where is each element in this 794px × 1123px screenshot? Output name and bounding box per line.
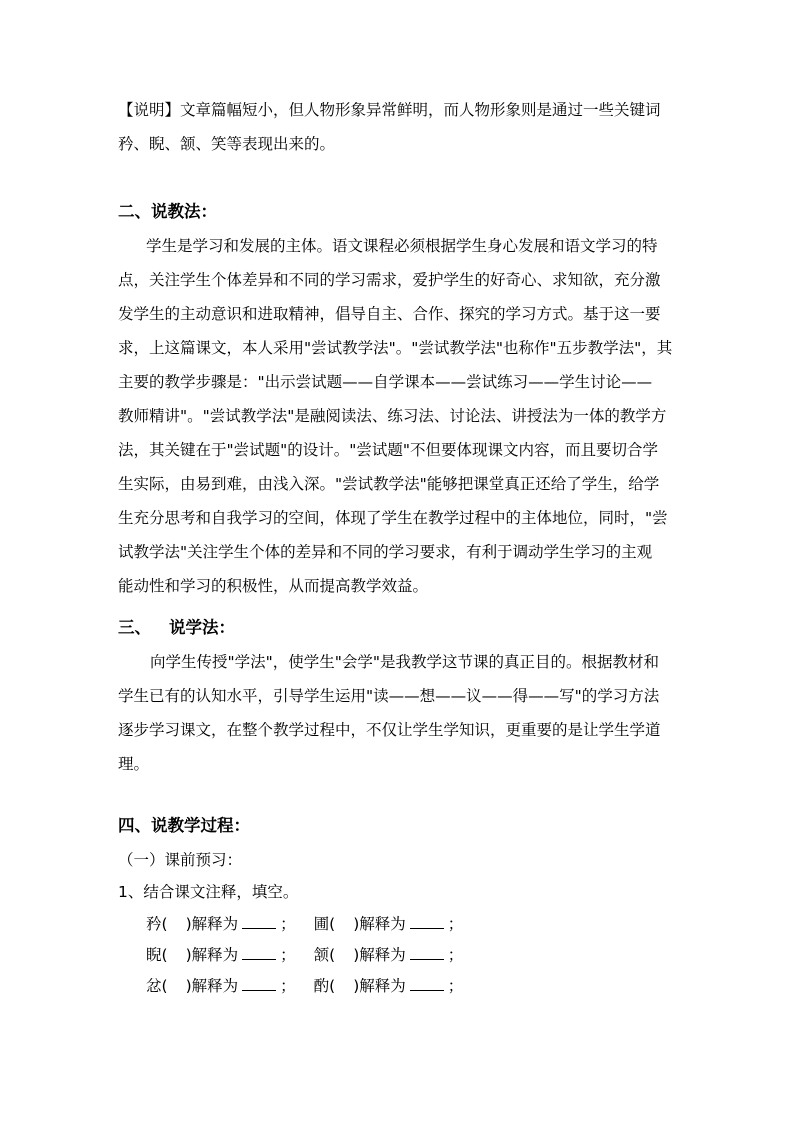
fill-blank-item — [146, 914, 296, 934]
explain-label: )解释为 — [185, 946, 239, 964]
explain-label: )解释为 — [185, 915, 239, 933]
semicolon: ； — [447, 915, 464, 933]
answer-blank[interactable] — [410, 915, 444, 929]
answer-blank[interactable] — [242, 977, 276, 991]
section-2-line: 能动性和学习的积极性，从而提高教学效益。 — [118, 577, 429, 595]
target-char: 圃( — [313, 915, 336, 933]
section-3-line: 理。 — [118, 755, 150, 773]
section-3-line: 逐步学习课文，在整个教学过程中，不仅让学生学知识，更重要的是让学生学道 — [118, 721, 661, 739]
explain-label: )解释为 — [353, 977, 406, 995]
section-2-line: 教师精讲"。"尝试教学法"是融阅读法、练习法、讨论法、讲授法为一体的教学方 — [118, 407, 667, 425]
section-2-line: 法，其关键在于"尝试题"的设计。"尝试题"不但要体现课文内容，而且要切合学 — [118, 441, 659, 459]
section-2-line: 点，关注学生个体差异和不同的学习需求，爱护学生的好奇心、求知欲，充分激 — [118, 271, 661, 289]
explain-label: )解释为 — [185, 977, 239, 995]
fill-blank-item — [314, 914, 464, 934]
fill-blank-row — [146, 976, 463, 996]
semicolon: ； — [447, 946, 464, 964]
target-char: 睨( — [146, 946, 168, 964]
note-line-1: 【说明】文章篇幅短小，但人物形象异常鲜明，而人物形象则是通过一些关键词 — [118, 101, 661, 119]
answer-blank[interactable] — [410, 946, 444, 960]
section-2-heading: 二、说教法： — [118, 202, 217, 221]
target-char: 矜( — [146, 915, 168, 933]
fill-blank-item — [146, 945, 296, 965]
explain-label: )解释为 — [353, 915, 406, 933]
answer-blank[interactable] — [410, 977, 444, 991]
fill-blank-row — [146, 945, 463, 965]
section-4-heading: 四、说教学过程： — [118, 816, 250, 835]
fill-blank-item — [314, 976, 464, 996]
fill-blank-item — [146, 976, 296, 996]
semicolon: ； — [280, 946, 296, 964]
exercise-1-instruction: 1、结合课文注释，填空。 — [118, 883, 299, 901]
fill-blank-item — [314, 945, 464, 965]
section-2-line: 生实际，由易到难，由浅入深。"尝试教学法"能够把课堂真正还给了学生，给学 — [118, 475, 660, 493]
explain-label: )解释为 — [353, 946, 406, 964]
section-2-line: 发学生的主动意识和进取精神，倡导自主、合作、探究的学习方式。基于这一要 — [118, 305, 661, 323]
target-char: 酌( — [313, 977, 336, 995]
section-2-line: 学生是学习和发展的主体。语文课程必须根据学生身心发展和语文学习的特 — [146, 237, 658, 255]
section-4-subheading: （一）课前预习： — [118, 851, 243, 869]
section-3-number: 三、 — [118, 618, 151, 637]
target-char: 忿( — [146, 977, 168, 995]
semicolon: ； — [280, 915, 296, 933]
semicolon: ； — [280, 977, 296, 995]
section-2-line: 求，上这篇课文，本人采用"尝试教学法"。"尝试教学法"也称作"五步教学法"，其 — [118, 339, 673, 357]
section-3-title: 说学法： — [169, 618, 235, 637]
section-3-line: 学生已有的认知水平，引导学生运用"读——想——议——得——写"的学习方法 — [118, 687, 660, 705]
fill-blank-row — [146, 914, 463, 934]
target-char: 颔( — [313, 946, 336, 964]
section-2-line: 主要的教学步骤是："出示尝试题——自学课本——尝试练习——学生讨论—— — [118, 373, 653, 391]
section-2-line: 生充分思考和自我学习的空间，体现了学生在教学过程中的主体地位，同时，"尝 — [118, 509, 668, 527]
semicolon: ； — [447, 977, 464, 995]
section-3-line: 向学生传授"学法"，使学生"会学"是我教学这节课的真正目的。根据教材和 — [150, 653, 660, 671]
answer-blank[interactable] — [242, 946, 276, 960]
section-2-line: 试教学法"关注学生个体的差异和不同的学习要求，有利于调动学生学习的主观 — [118, 543, 653, 561]
answer-blank[interactable] — [242, 915, 276, 929]
note-line-2: 矜、睨、颔、笑等表现出来的。 — [118, 135, 336, 153]
section-3-heading — [118, 618, 235, 638]
